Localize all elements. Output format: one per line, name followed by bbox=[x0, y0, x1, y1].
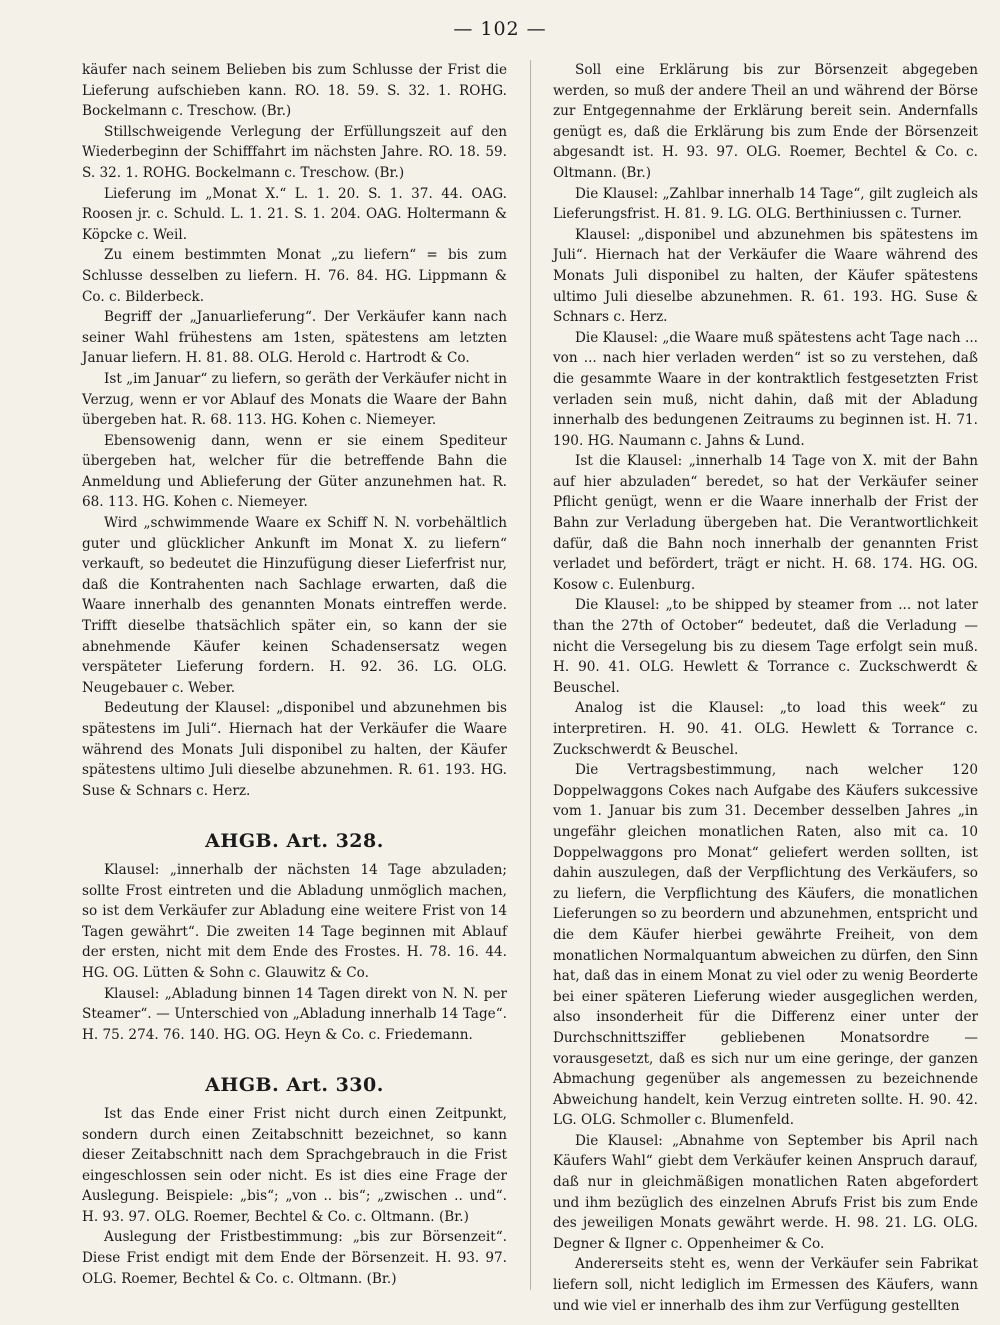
paragraph: Die Vertragsbestimmung, nach welcher 120 Doppelwaggons Cokes nach Aufgabe des Käufers sukcessive vom 1. Januar bis zum 31. December desselben Jahres „in ungefähr gleichen monatlichen Raten, also mit ca. 10 Doppelwaggons pro Monat“ geliefert werden sollten, ist dahin auszulegen, daß der Verpflichtung des Verkäufers, so zu liefern, die Verpflichtung des Käufers, die monatlichen Lieferungen so zu beordern und abzunehmen, entspricht und die dem Käufer hierbei gewährte Freiheit, von dem monatlichen Normalquantum abweichen zu dürfen, den Sinn hat, daß das in einem Monat zu viel oder zu wenig Beorderte bei einer späteren Lieferung wieder ausgeglichen werden, also insonderheit für die Differenz einer unter der Durchschnittsziffer gebliebenen Monatsordre — vorausgesetzt, daß es sich nur um eine geringe, der ganzen Abmachung gegenüber als angemessen zu bezeichnende Abweichung handelt, kein Verzug eintreten sollte. H. 90. 42. LG. OLG. Schmoller c. Blumenfeld. bbox=[553, 762, 978, 1129]
paragraph: Klausel: „disponibel und abzunehmen bis spätestens im Juli“. Hiernach hat der Verkäufer die Waare während des Monats Juli disponibel zu halten, der Käufer spätestens ultimo Juli dieselbe abzunehmen. R. 61. 193. HG. Suse & Schnars c. Herz. bbox=[553, 226, 978, 326]
paragraph: Die Klausel: „die Waare muß spätestens acht Tage nach ... von ... nach hier verladen werden“ ist so zu verstehen, daß die gesammte Waare in der kontraktlich festgesetzten Frist verladen sein muß, nicht dahin, daß mit der Abladung innerhalb des bedungenen Zeitraums zu beginnen ist. H. 71. 190. HG. Naumann c. Jahns & Lund. bbox=[553, 329, 978, 449]
paragraph: Soll eine Erklärung bis zur Börsenzeit abgegeben werden, so muß der andere Theil an und während der Börse zur Entgegennahme der Erklärung bereit sein. Andernfalls genügt es, daß die Erklärung bis zum Ende der Börsenzeit abgesandt ist. H. 93. 97. OLG. Roemer, Bechtel & Co. c. Oltmann. (Br.) bbox=[553, 62, 978, 181]
page-number: — 102 — bbox=[453, 18, 547, 40]
paragraph: Klausel: „innerhalb der nächsten 14 Tage abzuladen; sollte Frost eintreten und die Abladung unmöglich machen, so ist dem Verkäufer zur Abladung eine weitere Frist von 14 Tagen gewährt“. Die zweiten 14 Tage beginnen mit Ablauf der ersten, nicht mit dem Ende des Frostes. H. 78. 16. 44. HG. OG. Lütten & Sohn c. Glauwitz & Co. bbox=[82, 861, 507, 981]
paragraph: Andererseits steht es, wenn der Verkäufer sein Fabrikat liefern soll, nicht lediglich im Ermessen des Käufers, wann und wie viel er innerhalb des ihm zur Verfügung gestellten bbox=[553, 1256, 978, 1314]
paragraph: Klausel: „Abladung binnen 14 Tagen direkt von N. N. per Steamer“. — Unterschied von „Abladung innerhalb 14 Tage“. H. 75. 274. 76. 140. HG. OG. Heyn & Co. c. Friedemann. bbox=[82, 985, 507, 1043]
paragraph: Ist das Ende einer Frist nicht durch einen Zeitpunkt, sondern durch einen Zeitabschnitt bezeichnet, so kann dieser Zeitabschnitt nach dem Sprachgebrauch in die Frist eingeschlossen sein oder nicht. Es ist dies eine Frage der Auslegung. Beispiele: „bis“; „von .. bis“; „zwischen .. und“. H. 93. 97. OLG. Roemer, Bechtel & Co. c. Oltmann. (Br.) bbox=[82, 1105, 507, 1225]
paragraph: Begriff der „Januarlieferung“. Der Verkäufer kann nach seiner Wahl frühestens am 1sten, spätestens am letzten Januar liefern. H. 81. 88. OLG. Herold c. Hartrodt & Co. bbox=[82, 309, 507, 367]
left-column bbox=[82, 60, 507, 1289]
paragraph: Lieferung im „Monat X.“ L. 1. 20. S. 1. 37. 44. OAG. Roosen jr. c. Schuld. L. 1. 21. S. 1. 204. OAG. Holtermann & Köpcke c. Weil. bbox=[82, 185, 507, 243]
paragraph: Die Klausel: „Abnahme von September bis April nach Käufers Wahl“ giebt dem Verkäufer keinen Anspruch darauf, daß nur in gleichmäßigen monatlichen Raten abgefordert und ihm bezüglich des einzelnen Abrufs Frist bis zum Ende des jeweiligen Monats gewährt werde. H. 98. 21. LG. OLG. Degner & Ilgner c. Oppenheimer & Co. bbox=[553, 1132, 978, 1252]
column-divider bbox=[530, 60, 531, 1290]
right-column bbox=[553, 60, 978, 1316]
paragraph: Ist die Klausel: „innerhalb 14 Tage von X. mit der Bahn auf hier abzuladen“ beredet, so hat der Verkäufer seiner Pflicht genügt, wenn er die Waare innerhalb der Frist der Bahn zur Verladung übergeben hat. Die Verantwortlichkeit dafür, daß die Bahn noch innerhalb der genannten Frist verladet und befördert, trägt er nicht. H. 68. 174. HG. OG. Kosow c. Eulenburg. bbox=[553, 453, 978, 593]
paragraph: käufer nach seinem Belieben bis zum Schlusse der Frist die Lieferung aufschieben kann. RO. 18. 59. S. 32. 1. ROHG. Bockelmann c. Treschow. (Br.) bbox=[82, 62, 507, 120]
paragraph: Bedeutung der Klausel: „disponibel und abzunehmen bis spätestens im Juli“. Hiernach hat der Verkäufer die Waare während des Monats Juli disponibel zu halten, der Käufer spätestens ultimo Juli dieselbe abzunehmen. R. 61. 193. HG. Suse & Schnars c. Herz. bbox=[82, 700, 507, 799]
paragraph: Ebensowenig dann, wenn er sie einem Spediteur übergeben hat, welcher für die betreffende Bahn die Anmeldung und Ablieferung der Güter anzunehmen hat. R. 68. 113. HG. Kohen c. Niemeyer. bbox=[82, 432, 507, 511]
paragraph: Analog ist die Klausel: „to load this week“ zu interpretiren. H. 90. 41. OLG. Hewlett & Torrance c. Zuckschwerdt & Beuschel. bbox=[553, 700, 978, 758]
paragraph: Die Klausel: „Zahlbar innerhalb 14 Tage“, gilt zugleich als Lieferungsfrist. H. 81. 9. LG. OLG. Berthiniussen c. Turner. bbox=[553, 185, 978, 223]
paragraph: Stillschweigende Verlegung der Erfüllungszeit auf den Wiederbeginn der Schifffahrt im nächsten Jahre. RO. 18. 59. S. 32. 1. ROHG. Bockelmann c. Treschow. (Br.) bbox=[82, 123, 507, 181]
paragraph: Auslegung der Fristbestimmung: „bis zur Börsenzeit“. Diese Frist endigt mit dem Ende der Börsenzeit. H. 93. 97. OLG. Roemer, Bechtel & Co. c. Oltmann. (Br.) bbox=[82, 1229, 507, 1287]
section-heading-art-328: AHGB. Art. 328. bbox=[205, 830, 384, 853]
paragraph: Ist „im Januar“ zu liefern, so geräth der Verkäufer nicht in Verzug, wenn er vor Ablauf des Monats die Waare der Bahn übergeben hat. R. 68. 113. HG. Kohen c. Niemeyer. bbox=[82, 370, 508, 429]
section-heading-art-330: AHGB. Art. 330. bbox=[205, 1074, 384, 1097]
paragraph: Zu einem bestimmten Monat „zu liefern“ = bis zum Schlusse desselben zu liefern. H. 76. 84. HG. Lippmann & Co. c. Bilderbeck. bbox=[82, 247, 507, 305]
paragraph: Die Klausel: „to be shipped by steamer from ... not later than the 27th of October“ bedeutet, daß die Verladung — nicht die Versegelung bis zu diesem Tage erfolgt sein muß. H. 90. 41. OLG. Hewlett & Torrance c. Zuckschwerdt & Beuschel. bbox=[553, 597, 978, 696]
paragraph: Wird „schwimmende Waare ex Schiff N. N. vorbehältlich guter und glücklicher Ankunft im Monat X. zu liefern“ verkauft, so bedeutet die Hinzufügung dieser Lieferfrist nur, daß die Kontrahenten nach Sachlage erwarten, daß die Waare innerhalb des genannten Monats eintreffen werde. Trifft dieselbe thatsächlich später ein, so kann der sie abnehmende Käufer keinen Schadensersatz wegen verspäteter Lieferung fordern. H. 92. 36. LG. OLG. Neugebauer c. Weber. bbox=[82, 515, 507, 696]
